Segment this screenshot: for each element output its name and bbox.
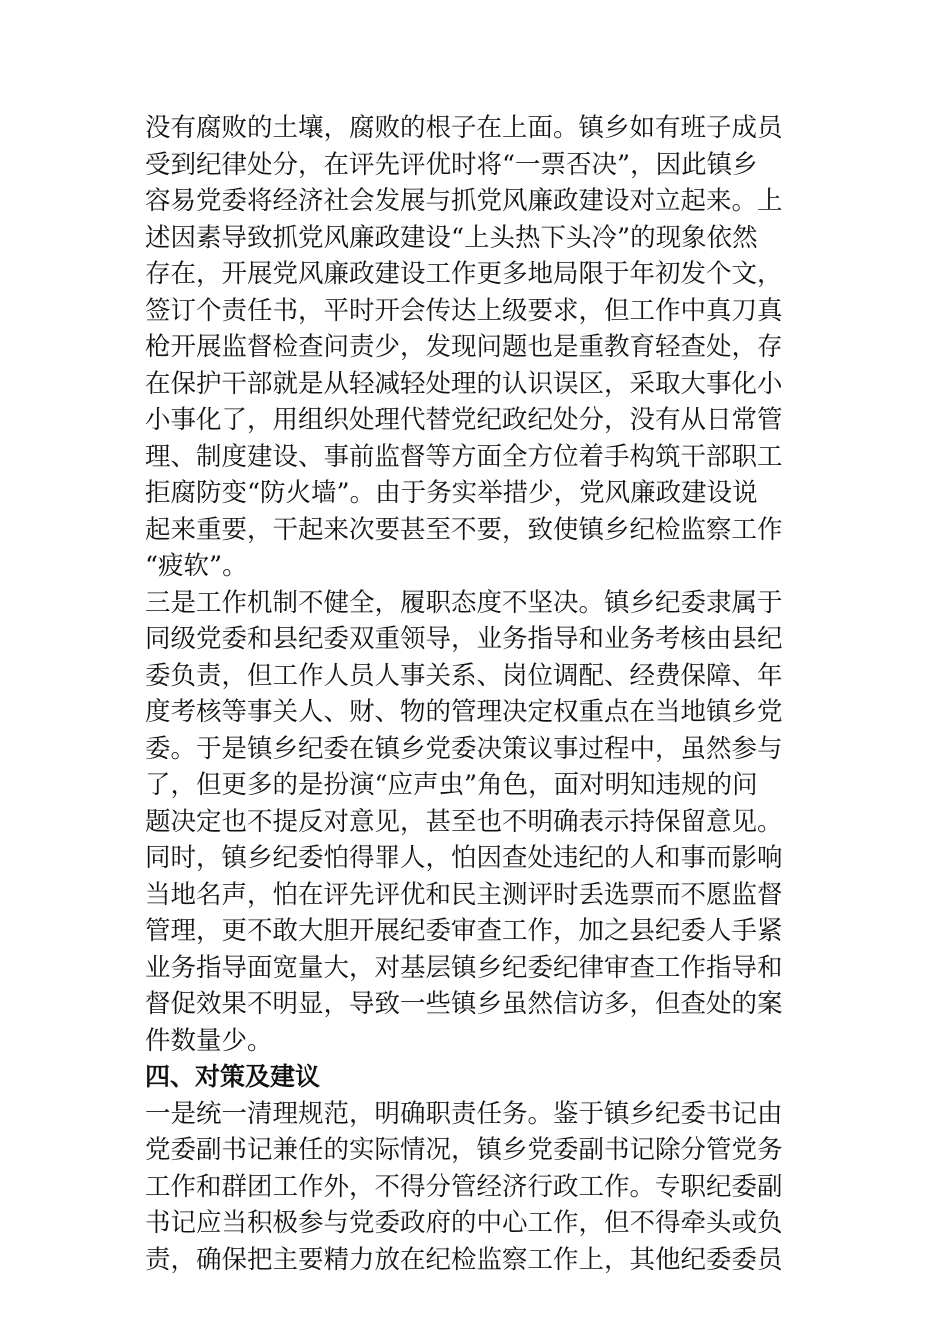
text-line: 签订个责任书，平时开会传达上级要求，但工作中真刀真	[145, 295, 783, 326]
text-line: 没有腐败的土壤，腐败的根子在上面。镇乡如有班子成员	[145, 113, 783, 143]
text-line: 管理，更不敢大胆开展纪委审查工作，加之县纪委人手紧	[145, 916, 783, 946]
section-heading: 四、对策及建议	[145, 1062, 321, 1091]
text-line: “疲软”。	[145, 551, 248, 581]
text-line: 责，确保把主要精力放在纪检监察工作上，其他纪委委员	[145, 1244, 783, 1275]
text-line: 述因素导致抓党风廉政建设“上头热下头冷”的现象依然	[145, 222, 758, 253]
text-line: 了，但更多的是扮演“应声虫”角色，面对明知违规的问	[145, 770, 758, 800]
text-line: 理、制度建设、事前监督等方面全方位着手构筑干部职工	[145, 441, 783, 472]
text-line: 枪开展监督检查问责少，发现问题也是重教育轻查处，存	[145, 332, 783, 362]
text-line: 容易党委将经济社会发展与抓党风廉政建设对立起来。上	[145, 186, 783, 216]
text-line: 业务指导面宽量大，对基层镇乡纪委纪律审查工作指导和	[145, 952, 783, 983]
text-line: 受到纪律处分，在评先评优时将“一票否决”，因此镇乡	[145, 149, 758, 180]
text-line: 度考核等事关人、财、物的管理决定权重点在当地镇乡党	[145, 697, 783, 727]
text-line: 同时，镇乡纪委怕得罪人，怕因查处违纪的人和事而影响	[145, 843, 783, 873]
text-line: 委。于是镇乡纪委在镇乡党委决策议事过程中，虽然参与	[145, 733, 783, 764]
text-line: 在保护干部就是从轻减轻处理的认识误区，采取大事化小	[145, 368, 783, 399]
text-line: 一是统一清理规范，明确职责任务。鉴于镇乡纪委书记由	[145, 1098, 783, 1129]
text-line: 三是工作机制不健全，履职态度不坚决。镇乡纪委隶属于	[145, 587, 783, 618]
text-line: 件数量少。	[145, 1025, 273, 1056]
text-line: 工作和群团工作外，不得分管经济行政工作。专职纪委副	[145, 1171, 783, 1202]
text-line: 党委副书记兼任的实际情况，镇乡党委副书记除分管党务	[145, 1135, 783, 1165]
text-line: 小事化了，用组织处理代替党纪政纪处分，没有从日常管	[145, 405, 783, 435]
text-line: 存在，开展党风廉政建设工作更多地局限于年初发个文，	[145, 259, 783, 289]
text-line: 题决定也不提反对意见，甚至也不明确表示持保留意见。	[145, 806, 783, 837]
text-line: 起来重要，干起来次要甚至不要，致使镇乡纪检监察工作	[145, 514, 783, 545]
text-line: 当地名声，怕在评先评优和民主测评时丢选票而不愿监督	[145, 879, 783, 910]
text-line: 督促效果不明显，导致一些镇乡虽然信访多，但查处的案	[145, 989, 783, 1019]
text-line: 同级党委和县纪委双重领导，业务指导和业务考核由县纪	[145, 624, 783, 654]
text-line: 委负责，但工作人员人事关系、岗位调配、经费保障、年	[145, 660, 783, 691]
text-line: 拒腐防变“防火墙”。由于务实举措少，党风廉政建设说	[145, 478, 758, 508]
text-line: 书记应当积极参与党委政府的中心工作，但不得牵头或负	[145, 1208, 783, 1238]
